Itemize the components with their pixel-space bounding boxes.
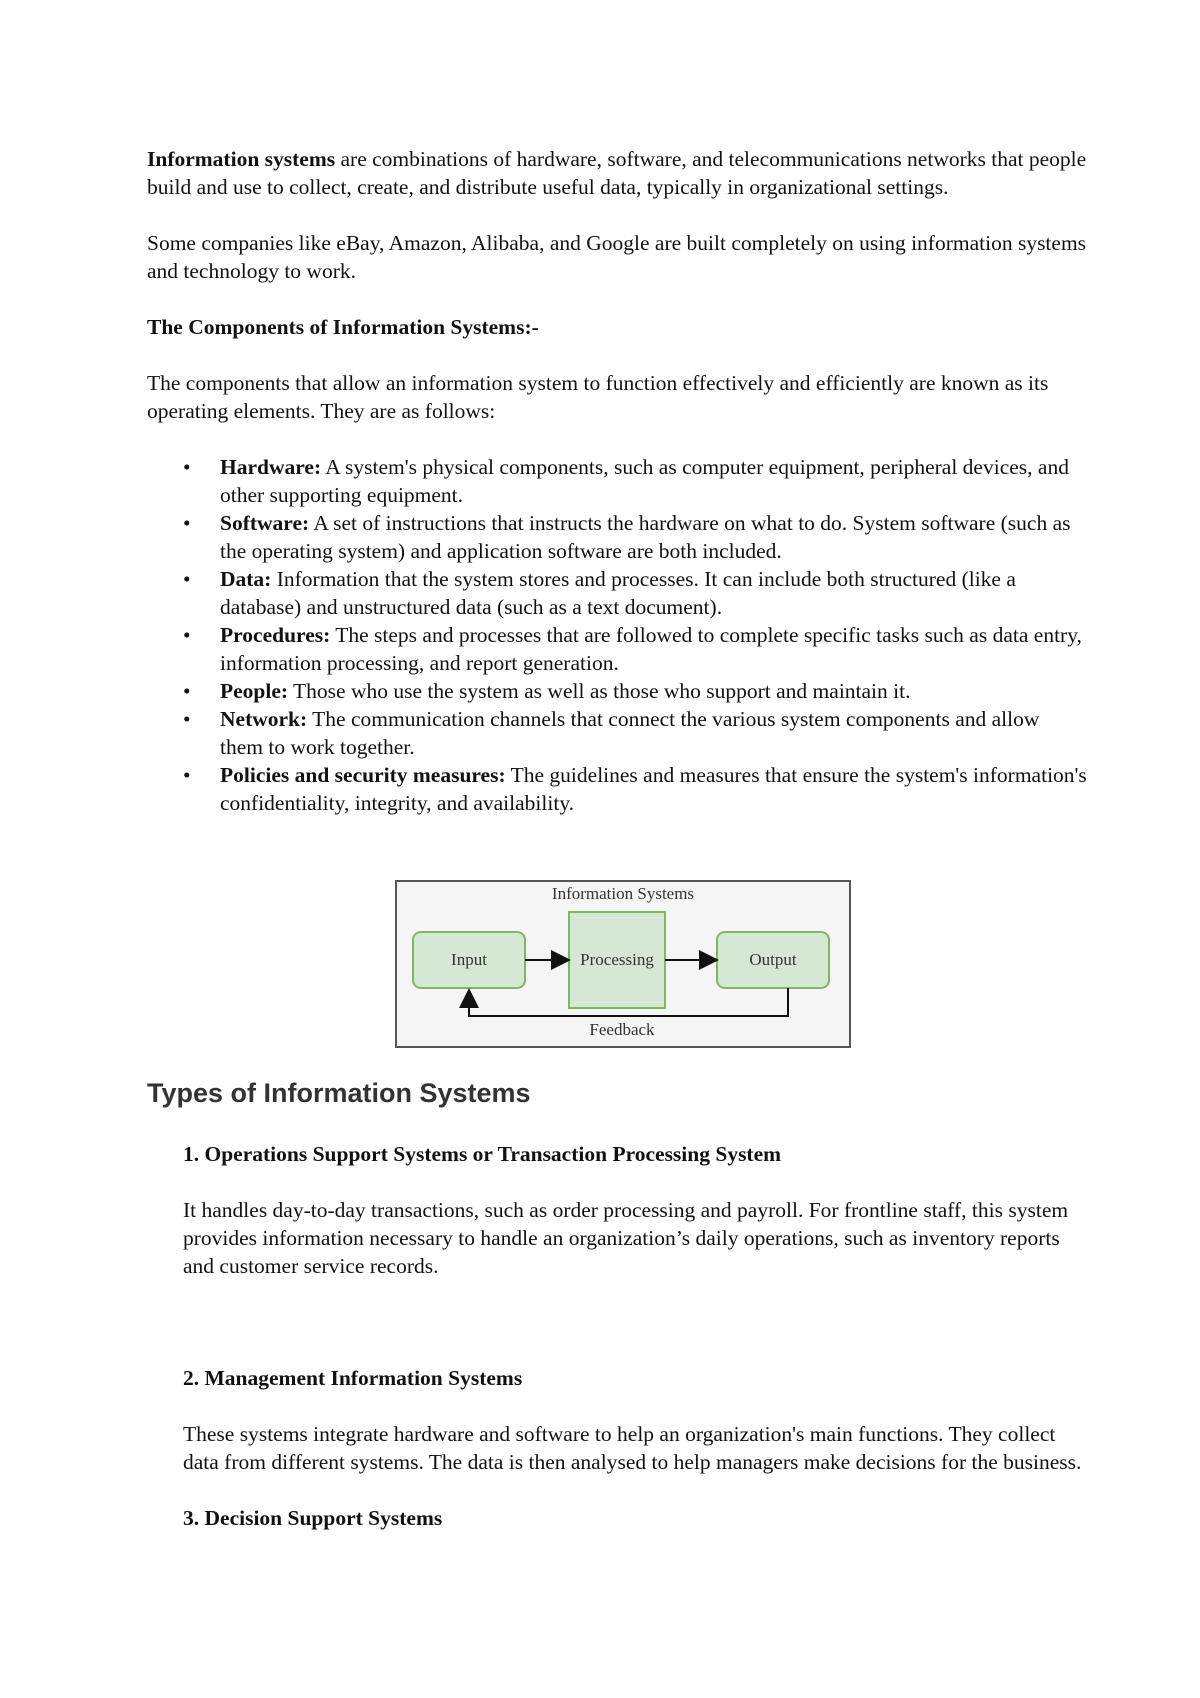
section-title: 3. Decision Support Systems	[183, 1506, 443, 1530]
list-item	[147, 761, 1087, 817]
input-label: Input	[451, 950, 487, 969]
bullet-icon: •	[183, 511, 191, 535]
item-term: Procedures:	[220, 623, 331, 647]
list-item	[147, 509, 1087, 565]
types-heading: Types of Information Systems	[147, 1078, 531, 1108]
section-title: 1. Operations Support Systems or Transaction Processing System	[183, 1142, 782, 1166]
item-text: Those who use the system as well as those who support and maintain it.	[288, 679, 911, 703]
section-text: These systems integrate hardware and software to help an organization's main functions. They collect data from different systems. The data is then analysed to help managers make decisions for the business.	[183, 1422, 1082, 1474]
components-intro: The components that allow an information system to function effectively and efficiently are known as its operating elements. They are as follows:	[147, 371, 1049, 423]
item-term: Hardware:	[220, 455, 322, 479]
item-text: A system's physical components, such as computer equipment, peripheral devices, and other supporting equipment.	[220, 455, 1069, 507]
bullet-icon: •	[183, 763, 191, 787]
list-item	[147, 677, 1087, 705]
intro-text: are combinations of hardware, software, and telecommunications networks that people build and use to collect, create, and distribute useful data, typically in organizational settings.	[147, 147, 1087, 199]
item-text: Information that the system stores and processes. It can include both structured (like a database) and unstructured data (such as a text document).	[220, 567, 1016, 619]
components-list	[147, 453, 1087, 817]
bullet-icon: •	[183, 567, 191, 591]
bullet-icon: •	[183, 623, 191, 647]
item-term: People:	[220, 679, 289, 703]
intro-paragraph-1	[147, 145, 1087, 201]
list-item	[147, 453, 1087, 509]
types-section	[183, 1140, 1083, 1560]
information-systems-diagram	[395, 880, 851, 1048]
document-body	[147, 145, 1087, 817]
output-label: Output	[749, 950, 797, 969]
list-item	[147, 705, 1087, 761]
bullet-icon: •	[183, 679, 191, 703]
feedback-label: Feedback	[589, 1020, 655, 1039]
item-term: Network:	[220, 707, 308, 731]
intro-paragraph-2: Some companies like eBay, Amazon, Alibaba, and Google are built completely on using information systems and technology to work.	[147, 231, 1087, 283]
item-term: Policies and security measures:	[220, 763, 506, 787]
processing-label: Processing	[580, 950, 654, 969]
section-text: It handles day-to-day transactions, such as order processing and payroll. For frontline staff, this system provides information necessary to handle an organization’s daily operations, such as inventory reports and customer service records.	[183, 1198, 1069, 1278]
item-text: The guidelines and measures that ensure the system's information's confidentiality, integrity, and availability.	[220, 763, 1087, 815]
list-item	[147, 621, 1087, 677]
item-term: Software:	[220, 511, 310, 535]
item-term: Data:	[220, 567, 272, 591]
section-title: 2. Management Information Systems	[183, 1366, 523, 1390]
intro-term: Information systems	[147, 147, 336, 171]
components-heading: The Components of Information Systems:-	[147, 315, 539, 339]
list-item	[147, 565, 1087, 621]
item-text: The communication channels that connect the various system components and allow them to work together.	[220, 707, 1040, 759]
item-text: A set of instructions that instructs the hardware on what to do. System software (such as the operating system) and application software are both included.	[220, 511, 1071, 563]
bullet-icon: •	[183, 707, 191, 731]
item-text: The steps and processes that are followed to complete specific tasks such as data entry, information processing, and report generation.	[220, 623, 1082, 675]
bullet-icon: •	[183, 455, 191, 479]
diagram-title: Information Systems	[551, 884, 695, 903]
